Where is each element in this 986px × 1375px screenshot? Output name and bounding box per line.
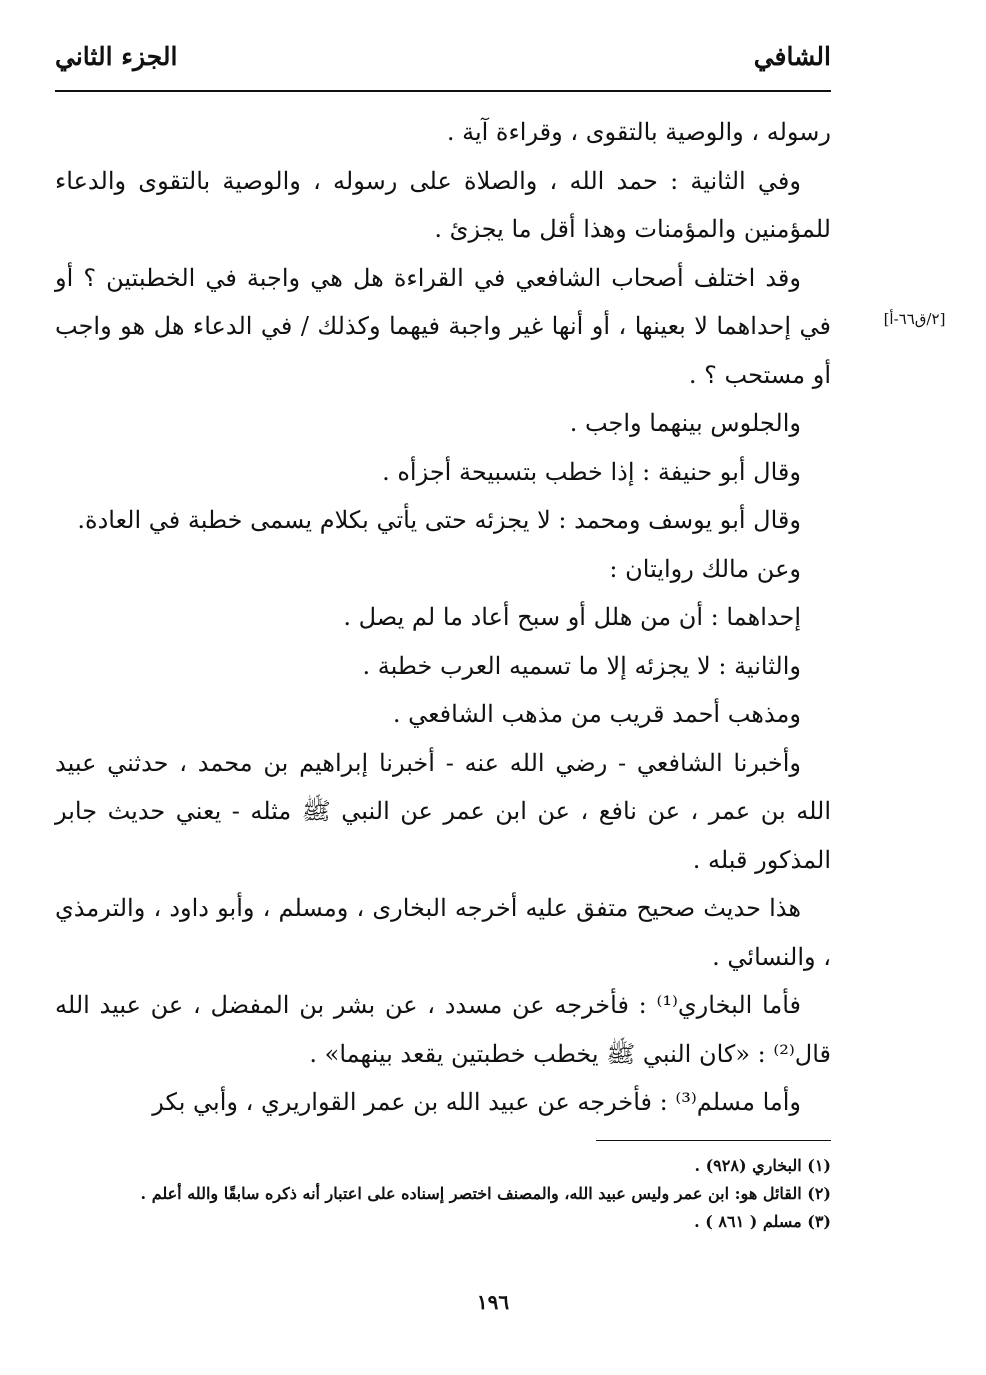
paragraph: والجلوس بينهما واجب .: [569, 409, 801, 437]
footnotes: [55, 1152, 831, 1236]
paragraph: وعن مالك روايتان :: [609, 554, 801, 583]
footnote-rule: [596, 1140, 831, 1141]
paragraph: فأما البخاري⁽¹⁾ : فأخرجه عن مسدد ، عن بشر بن المفضل ، عن عبيد الله قال⁽²⁾ : «كان النبي ﷺ يخطب خطبتين يقعد بينهما» .: [55, 991, 831, 1068]
paragraph: وقد اختلف أصحاب الشافعي في القراءة هل هي واجبة في الخطبتين ؟ أو في إحداهما لا بعينها ، أو أنها غير واجبة فيهما وكذلك / في الدعاء هل هو واجب أو مستحب ؟ .: [55, 263, 831, 389]
footnote: (٣) مسلم ( ٨٦١ ) .: [694, 1212, 831, 1231]
paragraph: والثانية : لا يجزئه إلا ما تسميه العرب خطبة .: [362, 651, 801, 680]
header-rule: [55, 90, 831, 92]
main-text: [55, 108, 831, 1127]
paragraph: وأما مسلم⁽³⁾ : فأخرجه عن عبيد الله بن عمر القواريري ، وأبي بكر: [152, 1088, 801, 1116]
paragraph: هذا حديث صحيح متفق عليه أخرجه البخارى ، ومسلم ، وأبو داود ، والترمذي ، والنسائي .: [55, 894, 831, 971]
paragraph: وقال أبو يوسف ومحمد : لا يجزئه حتى يأتي بكلام يسمى خطبة في العادة.: [77, 506, 801, 534]
paragraph: وقال أبو حنيفة : إذا خطب بتسبيحة أجزأه .: [382, 457, 801, 486]
paragraph: وفي الثانية : حمد الله ، والصلاة على رسوله ، والوصية بالتقوى والدعاء للمؤمنين والمؤمنات وهذا أقل ما يجزئ .: [55, 166, 831, 243]
book-title: الشافي: [753, 42, 831, 71]
paragraph: إحداهما : أن من هلل أو سبح أعاد ما لم يصل .: [343, 603, 801, 631]
page-number: ١٩٦: [476, 1290, 510, 1314]
running-header: [55, 42, 831, 86]
paragraph: وأخبرنا الشافعي - رضي الله عنه - أخبرنا إبراهيم بن محمد ، حدثني عبيد الله بن عمر ، عن نافع ، عن ابن عمر عن النبي ﷺ مثله - يعني حديث جابر المذكور قبله .: [55, 748, 831, 874]
part-label: الجزء الثاني: [55, 42, 178, 71]
paragraph: رسوله ، والوصية بالتقوى ، وقراءة آية .: [446, 118, 831, 146]
footnote: (٢) القائل هو: ابن عمر وليس عبيد الله، والمصنف اختصر إسناده على اعتبار أنه ذكره سابقًا والله أعلم .: [140, 1184, 831, 1203]
paragraph: ومذهب أحمد قريب من مذهب الشافعي .: [392, 700, 801, 728]
footnote: (١) البخاري (٩٢٨) .: [694, 1156, 831, 1175]
manuscript-folio-note: [٢/ق٦٦-أ]: [883, 310, 946, 328]
